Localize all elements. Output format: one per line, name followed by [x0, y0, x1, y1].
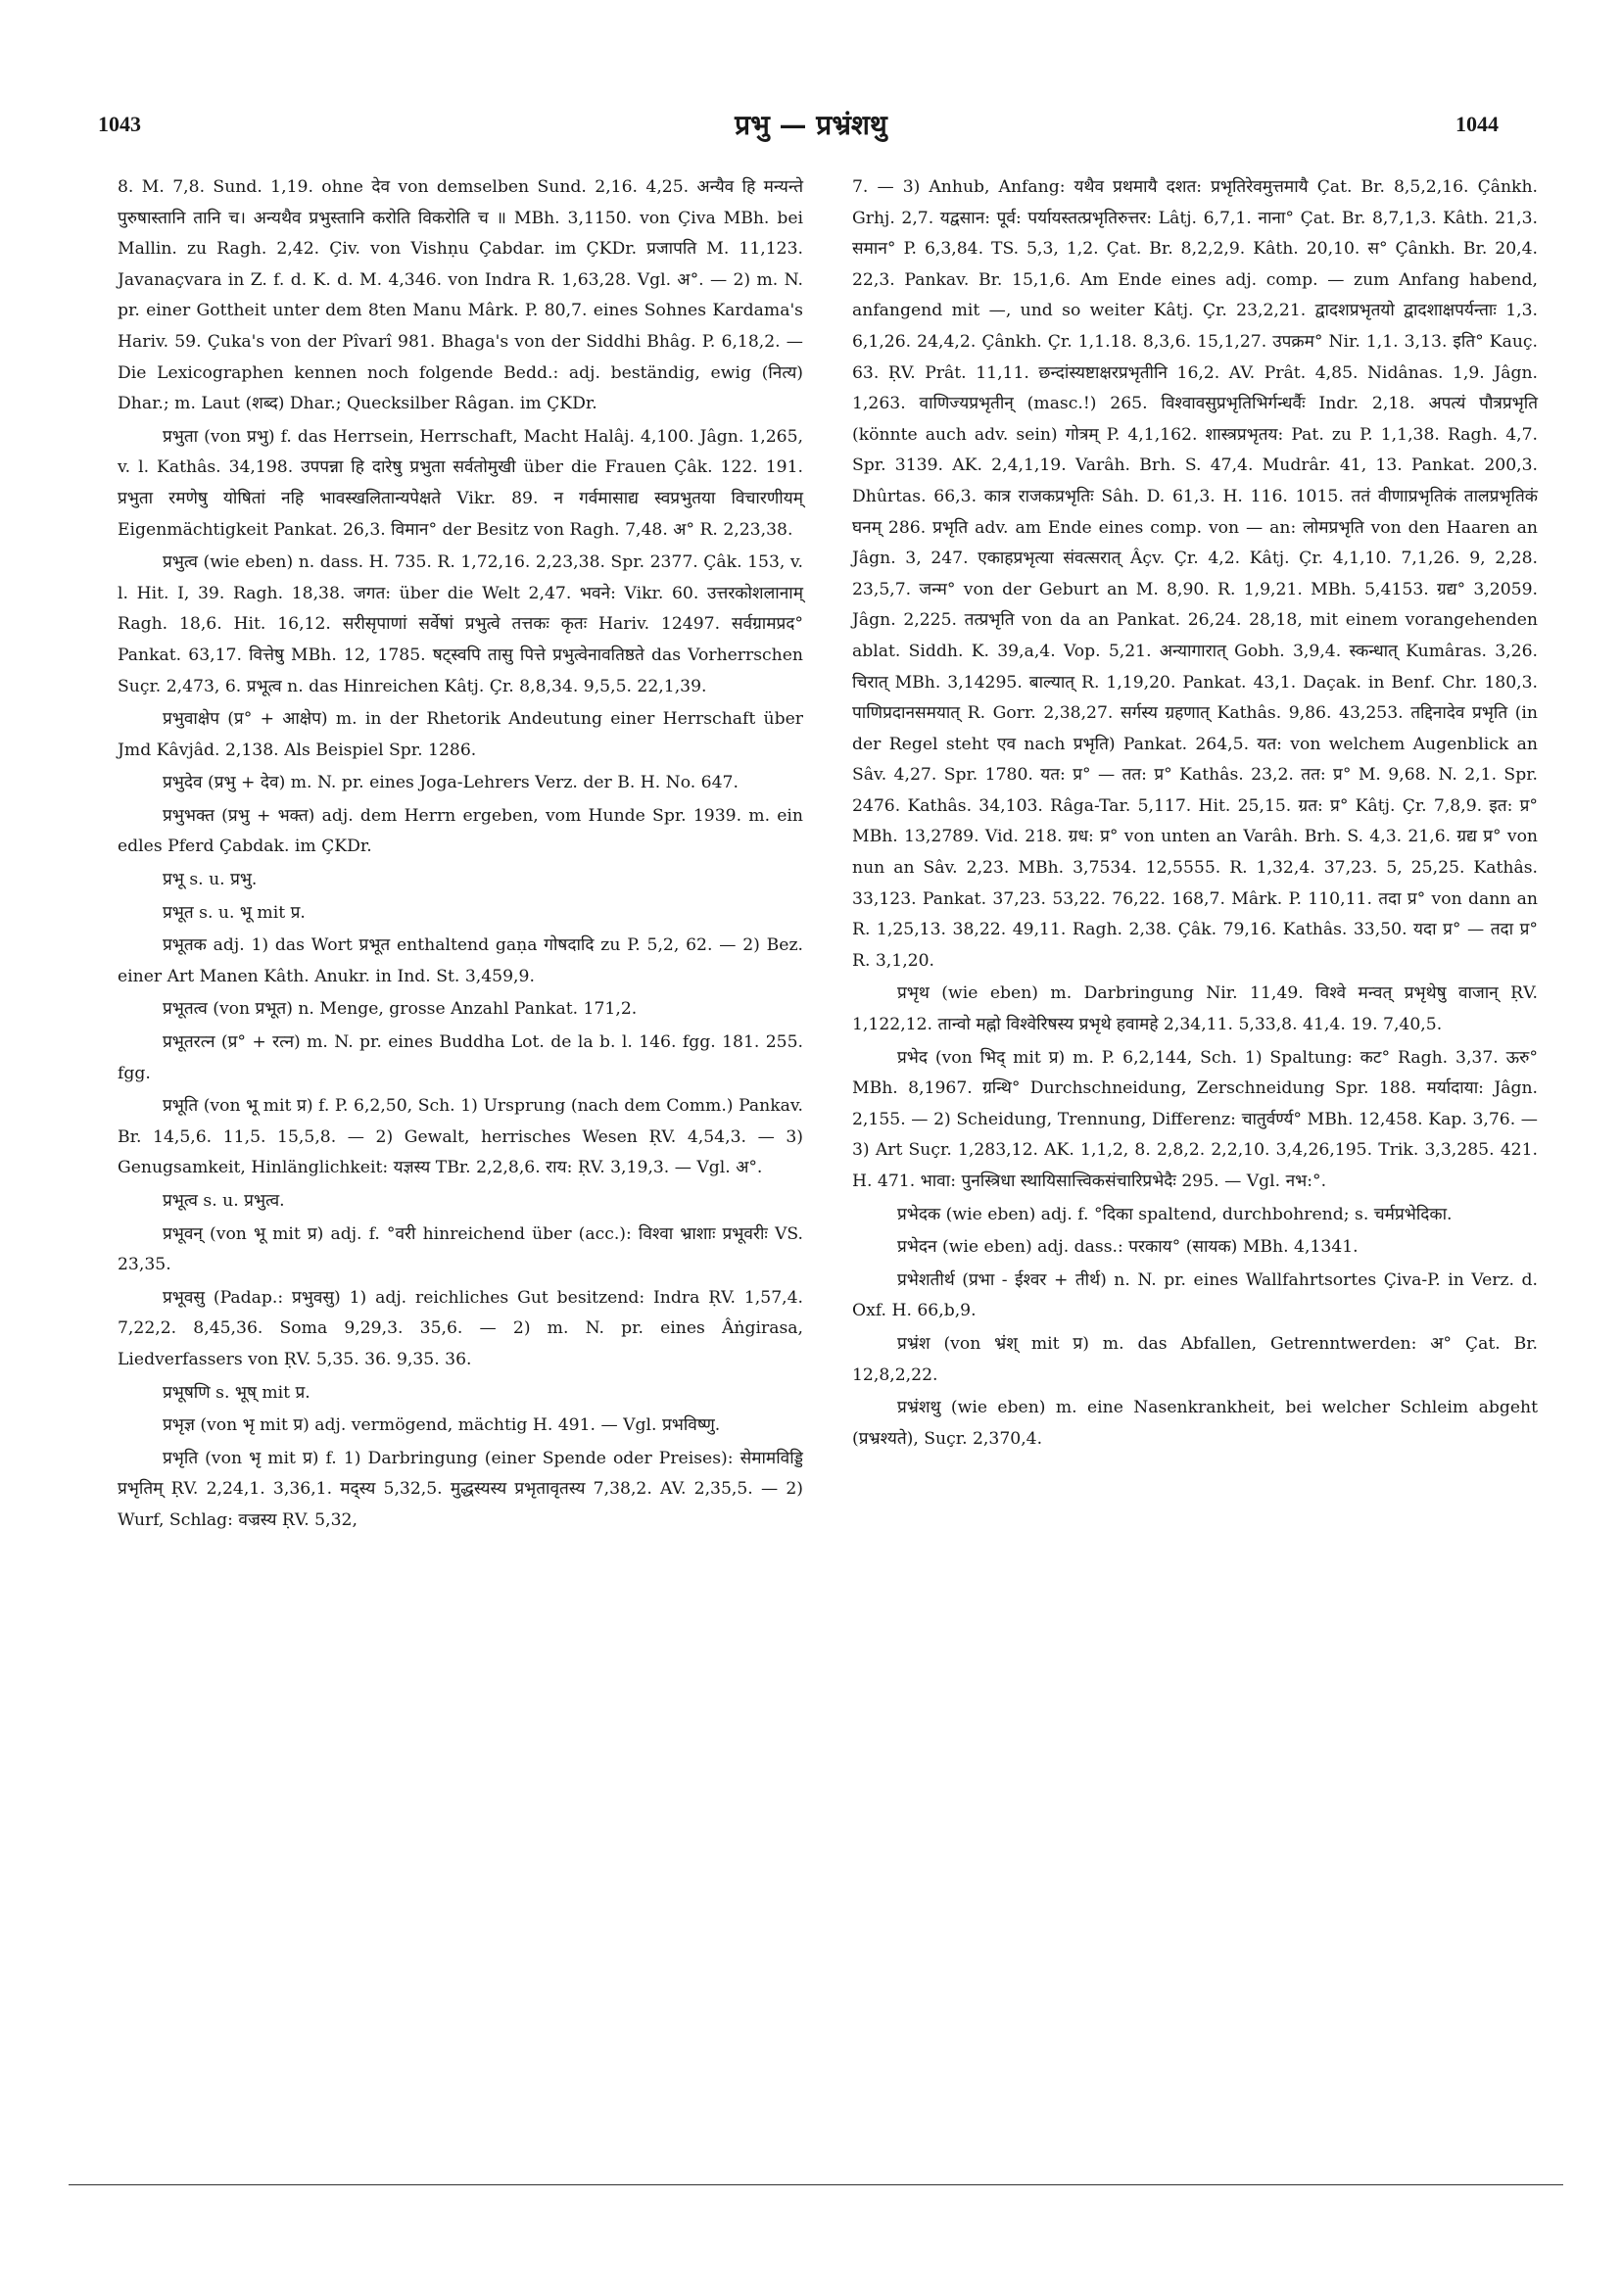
- entry: प्रभूवन् (von भू mit प्र) adj. f. °वरी hinreichend über (acc.): विश्वा भ्राशाः प्रभूवरीः VS. 23,35.: [118, 1223, 803, 1275]
- entry: प्रभूत्व s. u. प्रभुत्व.: [163, 1191, 285, 1211]
- page-number-right: 1044: [1455, 112, 1499, 136]
- entry: प्रभेद (von भिद् mit प्र) m. P. 6,2,144, Sch. 1) Spaltung: कट° Ragh. 3,37. ऊरु° MBh. 8,1967. ग्रन्थि° Durchschneidung, Zerschneidung Spr. 188. मर्यादाया: Jâgn. 2,155. — 2) Scheidung, Trennung, Differenz: चातुर्वर्ण्य° MBh. 12,458. Kap. 3,76. — 3) Art Suçr. 1,283,12. AK. 1,1,2, 8. 2,8,2. 2,2,10. 3,4,26,195. Trik. 3,3,285. 421. H. 471. भावा: पुनस्त्रिधा स्थायिसात्त्विकसंचारिप्रभेदैः 295. — Vgl. नभ:°.: [852, 1047, 1538, 1191]
- entry: प्रभुभक्त (प्रभु + भक्त) adj. dem Herrn ergeben, vom Hunde Spr. 1939. m. ein edles Pferd Çabdak. im ÇKDr.: [118, 805, 803, 857]
- entry: प्रभूतरत्न (प्र° + रत्न) m. N. pr. eines Buddha Lot. de la b. l. 146. fgg. 181. 255. fgg.: [118, 1032, 803, 1083]
- entry: प्रभृथ (wie eben) m. Darbringung Nir. 11,49. विश्वे मन्वत् प्रभृथेषु वाजान् ṚV. 1,122,12. तान्वो मह्नो विश्वेरिषस्य प्रभृथे हवामहे 2,34,11. 5,33,8. 41,4. 19. 7,40,5.: [852, 983, 1538, 1035]
- entry: प्रभूषणि s. भूष् mit प्र.: [163, 1382, 310, 1403]
- entry: प्रभूतक adj. 1) das Wort प्रभूत enthaltend gaṇa गोषदादि zu P. 5,2, 62. — 2) Bez. einer Art Manen Kâth. Anukr. in Ind. St. 3,459,9.: [118, 935, 803, 986]
- entry: प्रभू s. u. प्रभु.: [163, 870, 258, 890]
- entry: प्रभुवाक्षेप (प्र° + आक्षेप) m. in der Rhetorik Andeutung einer Herrschaft über Jmd Kâvjâd. 2,138. Als Beispiel Spr. 1286.: [118, 709, 803, 760]
- entry: प्रभेदन (wie eben) adj. dass.: परकाय° (सायक) MBh. 4,1341.: [897, 1237, 1359, 1258]
- entry: प्रभेशतीर्थ (प्रभा - ईश्वर + तीर्थ) n. N. pr. eines Wallfahrtsortes Çiva-P. in Verz. d. Oxf. H. 66,b,9.: [852, 1269, 1538, 1321]
- running-head: प्रभु — प्रभ्रंशथु: [735, 109, 887, 141]
- entry: प्रभ्रंश (von भ्रंश् mit प्र) m. das Abfallen, Getrenntwerden: अ° Çat. Br. 12,8,2,22.: [852, 1333, 1538, 1385]
- entry: प्रभूतत्व (von प्रभूत) n. Menge, grosse Anzahl Pankat. 171,2.: [163, 999, 638, 1020]
- entry: प्रभूवसु (Padap.: प्रभुवसु) 1) adj. reichliches Gut besitzend: Indra ṚV. 1,57,4. 7,22,2. 8,45,36. Soma 9,29,3. 35,6. — 2) m. N. pr. eines Âṅgirasa, Liedverfassers von ṚV. 5,35. 36. 9,35. 36.: [118, 1287, 803, 1369]
- left-column: [118, 172, 803, 1539]
- entry: प्रभुत्व (wie eben) n. dass. H. 735. R. 1,72,16. 2,23,38. Spr. 2377. Çâk. 153, v. l. Hit. I, 39. Ragh. 18,38. जगत: über die Welt 2,47. भवने: Vikr. 60. उत्तरकोशलानाम् Ragh. 18,6. Hit. 16,12. सरीसृपाणां सर्वेषां प्रभुत्वे तत्तकः कृतः Hariv. 12497. सर्वग्रामप्रद° Pankat. 63,17. वित्तेषु MBh. 12, 1785. षट्स्वपि तासु पित्ते प्रभुत्वेनावतिष्ठते das Vorherrschen Suçr. 2,473, 6. प्रभूत्व n. das Hinreichen Kâtj. Çr. 8,8,34. 9,5,5. 22,1,39.: [118, 552, 803, 696]
- entry: प्रभूति (von भू mit प्र) f. P. 6,2,50, Sch. 1) Ursprung (nach dem Comm.) Pankav. Br. 14,5,6. 11,5. 15,5,8. — 2) Gewalt, herrisches Wesen ṚV. 4,54,3. — 3) Genugsamkeit, Hinlänglichkeit: यज्ञस्य TBr. 2,2,8,6. राय: ṚV. 3,19,3. — Vgl. अ°.: [118, 1096, 803, 1178]
- right-column: [852, 172, 1538, 1457]
- entry: प्रभृति (von भृ mit प्र) f. 1) Darbringung (einer Spende oder Preises): सेमामविड्डि प्रभृतिम् ṚV. 2,24,1. 3,36,1. मद्स्य 5,32,5. मुद्धस्यस्य प्रभृतावृतस्य 7,38,2. AV. 2,35,5. — 2) Wurf, Schlag: वज्रस्य ṚV. 5,32,: [118, 1448, 803, 1530]
- entry: प्रभेदक (wie eben) adj. f. °दिका spaltend, durchbohrend; s. चर्मप्रभेदिका.: [897, 1204, 1453, 1224]
- entry: प्रभुता (von प्रभु) f. das Herrsein, Herrschaft, Macht Halâj. 4,100. Jâgn. 1,265, v. l. Kathâs. 34,198. उपपन्ना हि दारेषु प्रभुता सर्वतोमुखी über die Frauen Çâk. 122. 191. प्रभुता रमणेषु योषितां नहि भावस्खलितान्यपेक्षते Vikr. 89. न गर्वमासाद्य स्वप्रभुतया विचारणीयम् Eigenmächtigkeit Pankat. 26,3. विमान° der Besitz von Ragh. 7,48. अ° R. 2,23,38.: [118, 426, 803, 540]
- entry: प्रभूत s. u. भू mit प्र.: [163, 902, 306, 923]
- entry: प्रभ्रंशथु (wie eben) m. eine Nasenkrankheit, bei welcher Schleim abgeht (प्रभ्रश्यते), Suçr. 2,370,4.: [852, 1398, 1538, 1449]
- entry: प्रभृज्ञ (von भृ mit प्र) adj. vermögend, mächtig H. 491. — Vgl. प्रभविष्णु.: [163, 1415, 721, 1436]
- footer-rule: [69, 2184, 1563, 2185]
- entry: प्रभुदेव (प्रभु + देव) m. N. pr. eines Joga-Lehrers Verz. der B. H. No. 647.: [163, 773, 739, 793]
- entry-continuation: 7. — 3) Anhub, Anfang: यथैव प्रथमायै दशत: प्रभृतिरेवमुत्तमायै Çat. Br. 8,5,2,16. Çânkh. Grhj. 2,7. यद्वसान: पूर्व: पर्यायस्तत्प्रभृतिरुत्तर: Lâtj. 6,7,1. नाना° Çat. Br. 8,7,1,3. Kâth. 21,3. समान° P. 6,3,84. TS. 5,3, 1,2. Çat. Br. 8,2,2,9. Kâth. 20,10. स° Çânkh. Br. 20,4. 22,3. Pankav. Br. 15,1,6. Am Ende eines adj. comp. — zum Anfang habend, anfangend mit —, und so weiter Kâtj. Çr. 23,2,21. द्वादशप्रभृतयो द्वादशाक्षपर्यन्ताः 1,3. 6,1,26. 24,4,2. Çânkh. Çr. 1,1.18. 8,3,6. 15,1,27. उपक्रम° Nir. 1,1. 3,13. इति° Kauç. 63. ṚV. Prât. 11,11. छन्दांस्यष्टाक्षरप्रभृतीनि 16,2. AV. Prât. 4,85. Nidânas. 1,9. Jâgn. 1,263. वाणिज्यप्रभृतीन् (masc.!) 265. विश्वावसुप्रभृतिभिर्गन्धर्वैः Indr. 2,18. अपत्यं पौत्रप्रभृति (könnte auch adv. sein) गोत्रम् P. 4,1,162. शास्त्रप्रभृतय: Pat. zu P. 1,1,38. Ragh. 4,7. Spr. 3139. AK. 2,4,1,19. Varâh. Brh. S. 47,4. Mudrâr. 41, 13. Pankat. 200,3. Dhûrtas. 66,3. कात्र राजकप्रभृतिः Sâh. D. 61,3. H. 116. 1015. ततं वीणाप्रभृतिकं तालप्रभृतिकं घनम् 286. प्रभृति adv. am Ende eines comp. von — an: लोमप्रभृति von den Haaren an Jâgn. 3, 247. एकाहप्रभृत्या संवत्सरात् Âçv. Çr. 4,2. Kâtj. Çr. 4,1,10. 7,1,26. 9, 2,28. 23,5,7. जन्म° von der Geburt an M. 8,90. R. 1,9,21. MBh. 5,4153. ग्रद्य° 3,2059. Jâgn. 2,225. तत्प्रभृति von da an Pankat. 26,24. 28,18, mit einem vorangehenden ablat. Siddh. K. 39,a,4. Vop. 5,21. अन्यागारात् Gobh. 3,9,4. स्कन्धात् Kumâras. 3,26. चिरात् MBh. 3,14295. बाल्यात् R. 1,19,20. Pankat. 43,1. Daçak. in Benf. Chr. 180,3. पाणिप्रदानसमयात् R. Gorr. 2,38,27. सर्गस्य ग्रहणात् Kathâs. 9,86. 43,253. तद्दिनादेव प्रभृति (in der Regel steht एव nach प्रभृति) Pankat. 264,5. यत: von welchem Augenblick an Sâv. 4,27. Spr. 1780. यत: प्र° — तत: प्र° Kathâs. 23,2. तत: प्र° M. 9,68. N. 2,1. Spr. 2476. Kathâs. 34,103. Râga-Tar. 5,117. Hit. 25,15. ग्रत: प्र° Kâtj. Çr. 7,8,9. इत: प्र° MBh. 13,2789. Vid. 218. ग्रध: प्र° von unten an Varâh. Brh. S. 4,3. 21,6. ग्रद्य प्र° von nun an Sâv. 2,23. MBh. 3,7534. 12,5555. R. 1,32,4. 37,23. 5, 25,25. Kathâs. 33,123. Pankat. 37,23. 53,22. 76,22. 168,7. Mârk. P. 110,11. तदा प्र° von dann an R. 1,25,13. 38,22. 49,11. Ragh. 2,38. Çâk. 79,16. Kathâs. 33,50. यदा प्र° — तदा प्र° R. 3,1,20.: [852, 177, 1538, 971]
- entry-continuation: 8. M. 7,8. Sund. 1,19. ohne देव von demselben Sund. 2,16. 4,25. अन्यैव हि मन्यन्ते पुरुषास्तानि तानि च। अन्यथैव प्रभुस्तानि करोति विकरोति च ॥ MBh. 3,1150. von Çiva MBh. bei Mallin. zu Ragh. 2,42. Çiv. von Vishṇu Çabdar. im ÇKDr. प्रजापति M. 11,123. Javanaçvara in Z. f. d. K. d. M. 4,346. von Indra R. 1,63,28. Vgl. अ°. — 2) m. N. pr. einer Gottheit unter dem 8ten Manu Mârk. P. 80,7. eines Sohnes Kardama's Hariv. 59. Çuka's von der Pîvarî 981. Bhaga's von der Siddhi Bhâg. P. 6,18,2. — Die Lexicographen kennen noch folgende Bedd.: adj. beständig, ewig (नित्य) Dhar.; m. Laut (शब्द) Dhar.; Quecksilber Râgan. im ÇKDr.: [118, 177, 803, 414]
- page-number-left: 1043: [98, 112, 141, 136]
